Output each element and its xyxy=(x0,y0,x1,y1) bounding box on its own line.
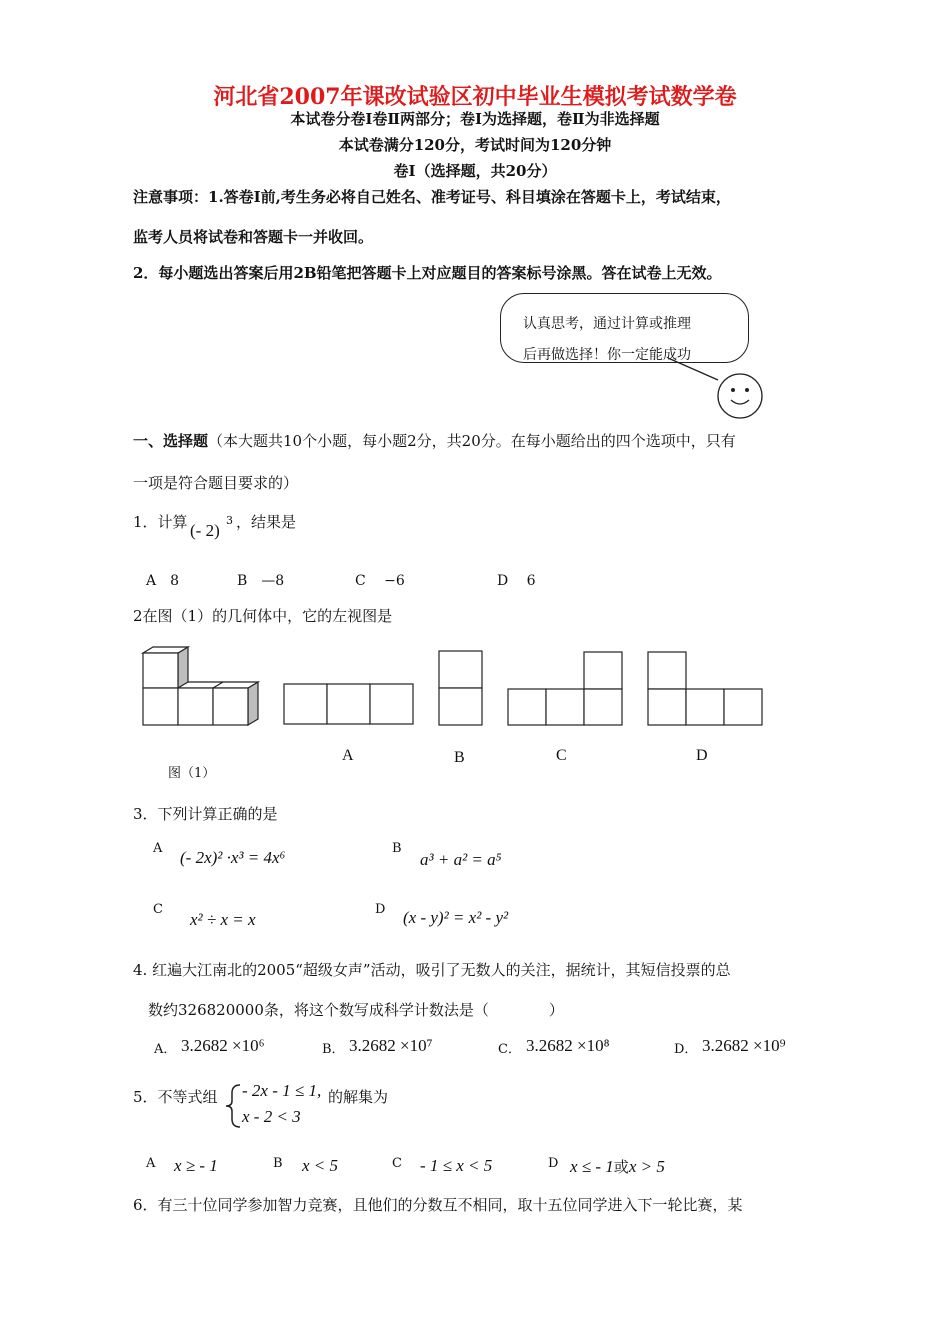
q1-expression: (- 2) xyxy=(190,521,220,540)
q5-label-d[interactable]: D xyxy=(548,1156,559,1171)
figure-1-solid xyxy=(140,645,270,730)
q5-option-d-or: 或 xyxy=(613,1158,629,1176)
q4-label-b[interactable]: B． xyxy=(322,1042,345,1057)
q5-label-c[interactable]: C xyxy=(392,1156,402,1171)
q3-option-d[interactable]: (x - y)² = x² - y² xyxy=(403,908,509,927)
q2-view-b xyxy=(437,649,485,727)
smiley-icon xyxy=(600,340,780,430)
q3-option-c[interactable]: x² ÷ x = x xyxy=(190,910,256,929)
q2-label-a[interactable]: A xyxy=(342,747,354,764)
q5-option-d-part-1: x ≤ - 1 xyxy=(570,1157,614,1176)
q5-label-a[interactable]: A xyxy=(146,1156,156,1171)
bubble-line-2: 后再做选择！你一定能成功 xyxy=(523,347,691,363)
q4-label-a[interactable]: A． xyxy=(154,1042,177,1057)
exam-title: 河北省2007年课改试验区初中毕业生模拟考试数学卷 xyxy=(213,84,737,110)
section-desc-line-b: 一项是符合题目要求的） xyxy=(133,474,299,492)
q3-label-d[interactable]: D xyxy=(375,902,386,917)
q5-label-b[interactable]: B xyxy=(273,1156,283,1171)
q2-view-a xyxy=(282,682,416,726)
q4-option-c[interactable]: 3.2682 ×10⁸ xyxy=(526,1036,610,1055)
q2-view-d xyxy=(646,650,766,728)
q5-inequality-1: - 2x - 1 ≤ 1, xyxy=(242,1081,322,1100)
q2-label-c[interactable]: C xyxy=(556,747,567,764)
q5-inequality-2: x - 2 < 3 xyxy=(242,1107,301,1126)
q5-option-d-part-2: x > 5 xyxy=(628,1157,665,1176)
q2-view-c xyxy=(506,650,626,728)
q3-label-a[interactable]: A xyxy=(153,841,163,856)
q4-text-b: 数约326820000条，将这个数写成科学计数法是（ ） xyxy=(148,1001,564,1019)
q3-option-a[interactable]: (- 2x)² ·x³ = 4x⁶ xyxy=(180,848,286,867)
q5-suffix: 的解集为 xyxy=(328,1088,389,1106)
bubble-line-1: 认真思考，通过计算或推理 xyxy=(523,316,691,332)
q1-option-a[interactable]: A 8 xyxy=(146,573,180,589)
section-desc: （本大题共10个小题，每小题2分，共20分。在每小题给出的四个选项中，只有 xyxy=(208,432,736,450)
q1-suffix: ，结果是 xyxy=(236,513,297,531)
q2-label-b[interactable]: B xyxy=(454,749,465,766)
q4-option-d[interactable]: 3.2682 ×10⁹ xyxy=(702,1036,786,1055)
q4-label-c[interactable]: C． xyxy=(498,1042,521,1057)
q2-text: 2在图（1）的几何体中，它的左视图是 xyxy=(133,607,393,625)
q1-option-d[interactable]: D 6 xyxy=(497,573,536,589)
q1-prefix: 1．计算 xyxy=(133,513,188,531)
q4-text-a: 4. 红遍大江南北的2005“超级女声”活动，吸引了无数人的关注，据统计，其短信投票的总 xyxy=(133,961,731,979)
note-1-line-a: 注意事项：1.答卷Ⅰ前,考生务必将自己姓名、准考证号、科目填涂在答题卡上，考试结束， xyxy=(133,188,731,206)
figure-1-caption: 图（1） xyxy=(168,766,216,781)
q5-option-c[interactable]: - 1 ≤ x < 5 xyxy=(420,1156,493,1175)
q1-exponent: 3 xyxy=(226,514,233,527)
q3-label-c[interactable]: C xyxy=(153,902,163,917)
q1-option-c[interactable]: C −6 xyxy=(355,573,405,589)
exam-subtitle-score-time: 本试卷满分120分，考试时间为120分钟 xyxy=(338,136,612,154)
q3-label-b[interactable]: B xyxy=(392,841,402,856)
note-2: 2．每小题选出答案后用2B铅笔把答题卡上对应题目的答案标号涂黑。答在试卷上无效。 xyxy=(133,264,722,282)
q4-option-b[interactable]: 3.2682 ×10⁷ xyxy=(349,1036,433,1055)
q3-text: 3．下列计算正确的是 xyxy=(133,805,278,823)
section-heading: 一、选择题 xyxy=(133,432,209,450)
q2-label-d[interactable]: D xyxy=(696,747,708,764)
section-desc-line-a xyxy=(133,430,736,451)
q4-option-a[interactable]: 3.2682 ×10⁶ xyxy=(181,1036,265,1055)
exam-subtitle-structure: 本试卷分卷Ⅰ卷Ⅱ两部分；卷Ⅰ为选择题，卷Ⅱ为非选择题 xyxy=(290,110,660,128)
section-volume-heading: 卷Ⅰ（选择题，共20分） xyxy=(393,162,557,180)
q5-brace xyxy=(224,1083,244,1129)
q3-option-b[interactable]: a³ + a² = a⁵ xyxy=(420,850,502,869)
q5-option-d[interactable] xyxy=(570,1156,665,1177)
q5-option-a[interactable]: x ≥ - 1 xyxy=(174,1156,218,1175)
q4-label-d[interactable]: D． xyxy=(674,1042,698,1057)
note-1-line-b: 监考人员将试卷和答题卡一并收回。 xyxy=(133,228,374,246)
q5-option-b[interactable]: x < 5 xyxy=(302,1156,339,1175)
q6-text: 6．有三十位同学参加智力竞赛，且他们的分数互不相同，取十五位同学进入下一轮比赛，某 xyxy=(133,1196,743,1214)
q1-option-b[interactable]: B —8 xyxy=(237,573,285,589)
q5-prefix: 5．不等式组 xyxy=(133,1088,218,1106)
